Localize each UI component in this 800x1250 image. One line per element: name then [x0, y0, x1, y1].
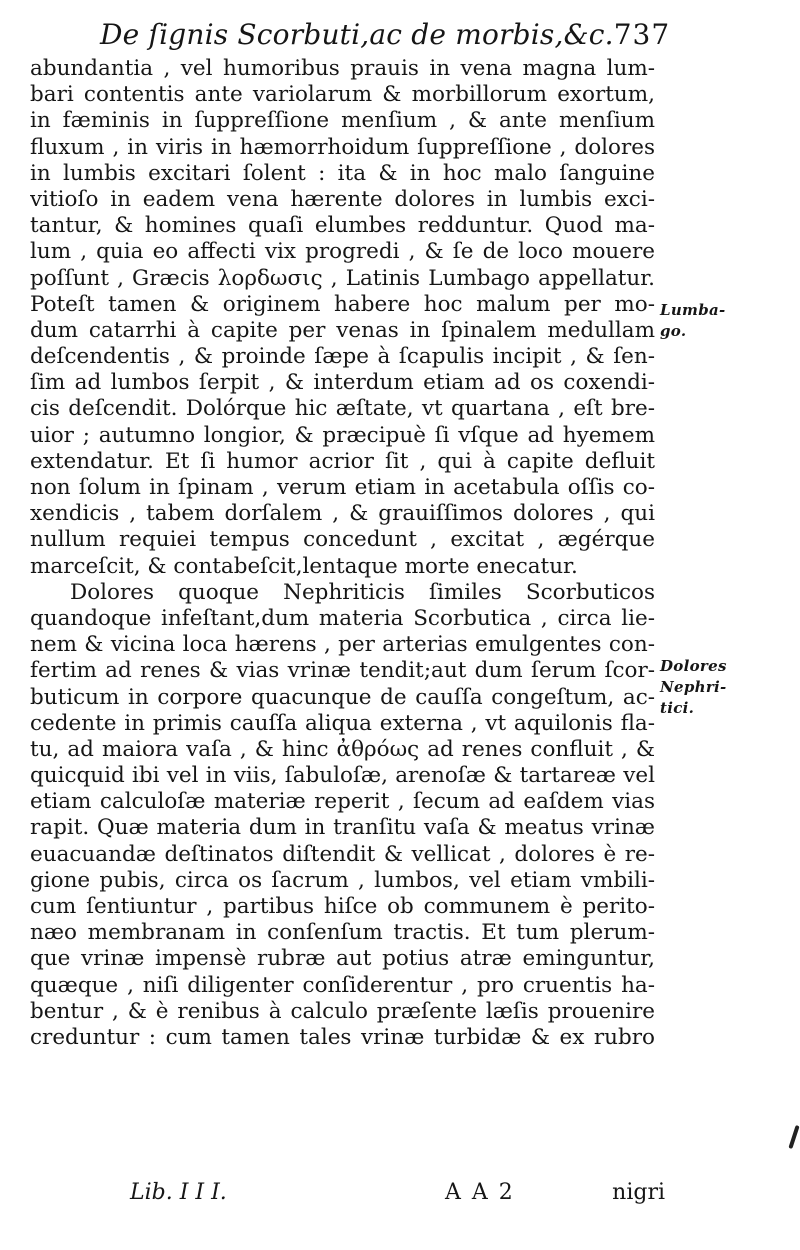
- text-line: creduntur : cum tamen tales vrinæ turbidæ & ex rubro: [30, 1024, 655, 1050]
- margin-note-line: Dolores: [660, 657, 727, 675]
- text-line: non ſolum in ſpinam , verum etiam in acetabula oſſis co-: [30, 475, 655, 500]
- text-line: buticum in corpore quacunque de cauſſa congeſtum, ac-: [30, 684, 655, 710]
- text-line: gione pubis, circa os ſacrum , lumbos, vel etiam vmbili-: [30, 867, 655, 893]
- body-text: [30, 56, 655, 1051]
- text-line: que vrinæ impensè rubræ aut potius atræ eminguntur,: [30, 946, 655, 972]
- running-title: De ſignis Scorbuti,ac de morbis,&c.: [100, 18, 614, 51]
- text-line: rapit. Quæ materia dum in tranſitu vaſa & meatus vrinæ: [30, 815, 655, 841]
- text-line: cis deſcendit. Dolórque hic æſtate, vt quartana , eſt bre-: [30, 396, 655, 422]
- text-line: fluxum , in viris in hæmorrhoidum ſuppreſſione , dolores: [30, 134, 655, 160]
- text-line: cum ſentiuntur , partibus hiſce ob communem è perito-: [30, 894, 655, 919]
- text-line: cedente in primis cauſſa aliqua externa , vt aquilonis fla-: [30, 710, 655, 736]
- catchword: nigri: [612, 1180, 665, 1205]
- text-line: bentur , & è renibus à calculo præſente læſis prouenire: [30, 998, 655, 1024]
- book-number: Lib. I I I.: [130, 1180, 227, 1205]
- text-line: quicquid ibi vel in viis, ſabuloſæ, arenoſæ & tartareæ vel: [30, 763, 655, 789]
- margin-note-line: go.: [660, 322, 687, 340]
- text-line: næo membranam in conſenſum tractis. Et tum plerum-: [30, 920, 655, 946]
- text-line: vitioſo in eadem vena hærente dolores in lumbis exci-: [30, 186, 655, 212]
- text-line: Poteſt tamen & originem habere hoc malum per mo-: [30, 291, 655, 317]
- text-line: uior ; autumno longior, & præcipuè ſi vſque ad hyemem: [30, 422, 655, 448]
- page-number: 737: [613, 18, 671, 51]
- text-line: poſſunt , Græcis λορδωσις , Latinis Lumbago appellatur.: [30, 265, 655, 291]
- text-line: tu, ad maiora vaſa , & hinc ἀθρόως ad renes confluit , &: [30, 736, 655, 762]
- text-line: in fæminis in ſuppreſſione menſium , & ante menſium: [30, 108, 655, 134]
- margin-note-line: Nephri-: [660, 678, 727, 696]
- text-line: Dolores quoque Nephriticis ſimiles Scorbuticos: [70, 579, 655, 605]
- text-line: ſim ad lumbos ſerpit , & interdum etiam ad os coxendi-: [30, 370, 655, 396]
- text-line: xendicis , tabem dorſalem , & grauiſſimos dolores , qui: [30, 501, 655, 527]
- text-line: dum catarrhi à capite per venas in ſpinalem medullam: [30, 317, 655, 343]
- margin-note-lumbago: [660, 300, 795, 342]
- text-line: abundantia , vel humoribus prauis in vena magna lum-: [30, 56, 655, 81]
- text-line: in lumbis excitari ſolent : ita & in hoc malo ſanguine: [30, 160, 655, 186]
- text-line: marceſcit, & contabeſcit,lentaque morte enecatur.: [30, 553, 578, 579]
- text-line: quandoque infeſtant,dum materia Scorbutica , circa lie-: [30, 605, 655, 631]
- text-line: fertim ad renes & vias vrinæ tendit;aut dum ſerum ſcor-: [30, 658, 655, 684]
- margin-note-line: Lumba-: [660, 301, 726, 319]
- page-header: [100, 18, 671, 51]
- text-line: nem & vicina loca hærens , per arterias emulgentes con-: [30, 632, 655, 658]
- signature-mark: A A 2: [445, 1180, 515, 1205]
- text-line: euacuandæ deſtinatos diſtendit & vellicat , dolores è re-: [30, 841, 655, 867]
- text-line: lum , quia eo affecti vix progredi , & ſe de loco mouere: [30, 239, 655, 265]
- text-line: bari contentis ante variolarum & morbillorum exortum,: [30, 82, 655, 108]
- margin-note-dolores-nephritici: [660, 656, 795, 719]
- text-line: etiam calculoſæ materiæ reperit , ſecum ad eaſdem vias: [30, 789, 655, 815]
- text-line: deſcendentis , & proinde ſæpe à ſcapulis incipit , & ſen-: [30, 344, 655, 370]
- text-line: tantur, & homines quaſi elumbes redduntur. Quod ma-: [30, 213, 655, 239]
- text-line: quæque , niſi diligenter conſiderentur , pro cruentis ha-: [30, 972, 655, 998]
- ink-mark: [788, 1125, 799, 1149]
- text-line: extendatur. Et ſi humor acrior ſit , qui à capite defluit: [30, 448, 655, 474]
- text-line: nullum requiei tempus concedunt , excitat , ægérque: [30, 527, 655, 553]
- margin-note-line: tici.: [660, 699, 695, 717]
